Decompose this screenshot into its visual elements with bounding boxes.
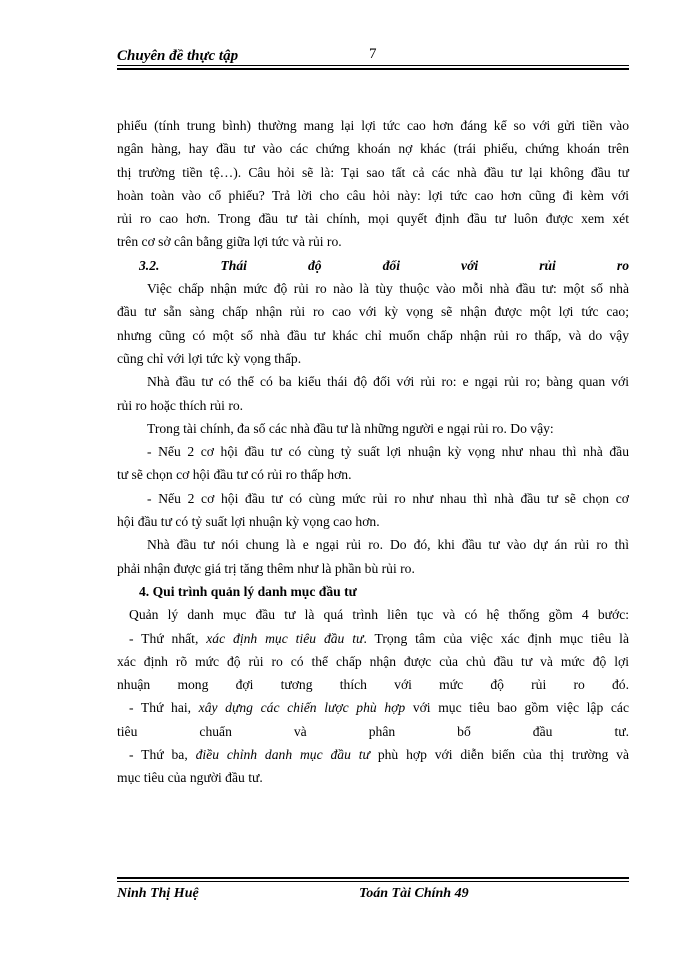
- step-prefix: - Thứ nhất,: [129, 630, 207, 646]
- step-emphasis: xây dựng các chiến lược phù hợp: [198, 700, 406, 716]
- step-emphasis: điều chỉnh danh mục đầu tư: [195, 747, 370, 763]
- paragraph-risk-acceptance: [117, 277, 629, 370]
- step-prefix: - Thứ hai,: [129, 700, 199, 716]
- text-line: tiêu chuẩn và phân bổ đầu tư.: [117, 723, 629, 739]
- step-three: [117, 743, 629, 790]
- text-line: phải nhận được giá trị tăng thêm như là phần bù rủi ro.: [117, 560, 415, 576]
- text-line: hội đầu tư có tỷ suất lợi nhuận kỳ vọng cao hơn.: [117, 514, 380, 530]
- step-text: với mục tiêu bao gồm việc lập các: [405, 700, 629, 716]
- footer-rule: [117, 877, 629, 882]
- page-footer: [117, 877, 629, 901]
- step-two: [117, 696, 629, 743]
- header-rule: [117, 65, 629, 70]
- paragraph-risk-premium: [117, 533, 629, 580]
- text-line: rủi ro cao hơn. Trong đầu tư tài chính, mọi quyết định đầu tư luôn được xem xét: [117, 211, 629, 227]
- bullet-same-risk: [117, 487, 629, 534]
- text-line: tư sẽ chọn cơ hội đầu tư có rủi ro thấp hơn.: [117, 467, 352, 483]
- text-line: ngân hàng, hay đầu tư vào các chứng khoán nợ khác (trái phiếu, chứng khoán trên: [117, 141, 629, 157]
- text-line: Nhà đầu tư nói chung là e ngại rủi ro. Do đó, khi đầu tư vào dự án rủi ro thì: [147, 537, 629, 553]
- text-line: trên cơ sở cân bằng giữa lợi tức và rủi ro.: [117, 234, 342, 250]
- section-heading-4: 4. Qui trình quản lý danh mục đầu tư: [139, 583, 357, 599]
- step-text: phù hợp với diễn biến của thị trường và: [369, 747, 629, 763]
- page-header: [117, 44, 629, 68]
- step-one: [117, 627, 629, 697]
- text-line: [117, 696, 629, 719]
- text-line: hoàn toàn vào cổ phiếu? Trả lời cho câu hỏi này: lợi tức cao hơn cũng đi kèm với: [117, 187, 629, 203]
- header-title: Chuyên đề thực tập: [117, 48, 239, 64]
- text-line: phiếu (tính trung bình) thường mang lại lợi tức cao hơn đáng kể so với gửi tiền vào: [117, 118, 629, 133]
- text-line: nhưng cũng có một số nhà đầu tư khác chỉ muốn chấp nhận rủi ro thấp, và do vậy: [117, 327, 629, 343]
- text-line: mục tiêu của người đầu tư.: [117, 770, 263, 786]
- paragraph-risk-attitudes: [117, 370, 629, 417]
- text-line: [117, 627, 629, 650]
- paragraph-intro: [117, 114, 629, 254]
- paragraph-risk-averse: Trong tài chính, đa số các nhà đầu tư là những người e ngại rủi ro. Do vậy:: [147, 420, 554, 436]
- text-line: cũng chỉ với lợi tức kỳ vọng thấp.: [117, 350, 302, 366]
- text-line: đầu tư sẵn sàng chấp nhận rủi ro cao với kỳ vọng sẽ nhận được một lợi tức cao;: [117, 304, 629, 320]
- text-line: thị trường tiền tệ…). Câu hỏi sẽ là: Tại sao tất cả các nhà đầu tư lại không đầu tư: [117, 164, 629, 180]
- section-heading-3-2: 3.2. Thái độ đối với rủi ro: [139, 257, 629, 273]
- text-line: rủi ro hoặc thích rủi ro.: [117, 397, 244, 413]
- paragraph-process-intro: Quản lý danh mục đầu tư là quá trình liên tục và có hệ thống gồm 4 bước:: [129, 607, 629, 623]
- step-prefix: - Thứ ba,: [129, 747, 196, 763]
- text-line: Việc chấp nhận mức độ rủi ro nào là tùy thuộc vào mỗi nhà đầu tư: một số nhà: [147, 281, 629, 297]
- text-line: - Nếu 2 cơ hội đầu tư có cùng tỷ suất lợi nhuận kỳ vọng như nhau thì nhà đầu: [147, 444, 629, 460]
- footer-class: Toán Tài Chính 49: [359, 886, 469, 901]
- text-line: xác định rõ mức độ rủi ro có thể chấp nhận được của chủ đầu tư và mức độ lợi: [117, 653, 629, 669]
- text-line: - Nếu 2 cơ hội đầu tư có cùng mức rủi ro như nhau thì nhà đầu tư sẽ chọn cơ: [147, 490, 629, 506]
- page-number: 7: [369, 46, 377, 62]
- text-line: Nhà đầu tư có thể có ba kiểu thái độ đối với rủi ro: e ngại rủi ro; bàng quan với: [147, 374, 629, 390]
- step-text: . Trọng tâm của việc xác định mục tiêu là: [363, 630, 629, 646]
- text-line: nhuận mong đợi tương thích với mức độ rủi ro đó.: [117, 677, 629, 693]
- text-line: [117, 743, 629, 766]
- page-body: [117, 114, 629, 790]
- bullet-same-return: [117, 440, 629, 487]
- footer-author: Ninh Thị Huệ: [117, 886, 199, 901]
- step-emphasis: xác định mục tiêu đầu tư: [206, 630, 364, 646]
